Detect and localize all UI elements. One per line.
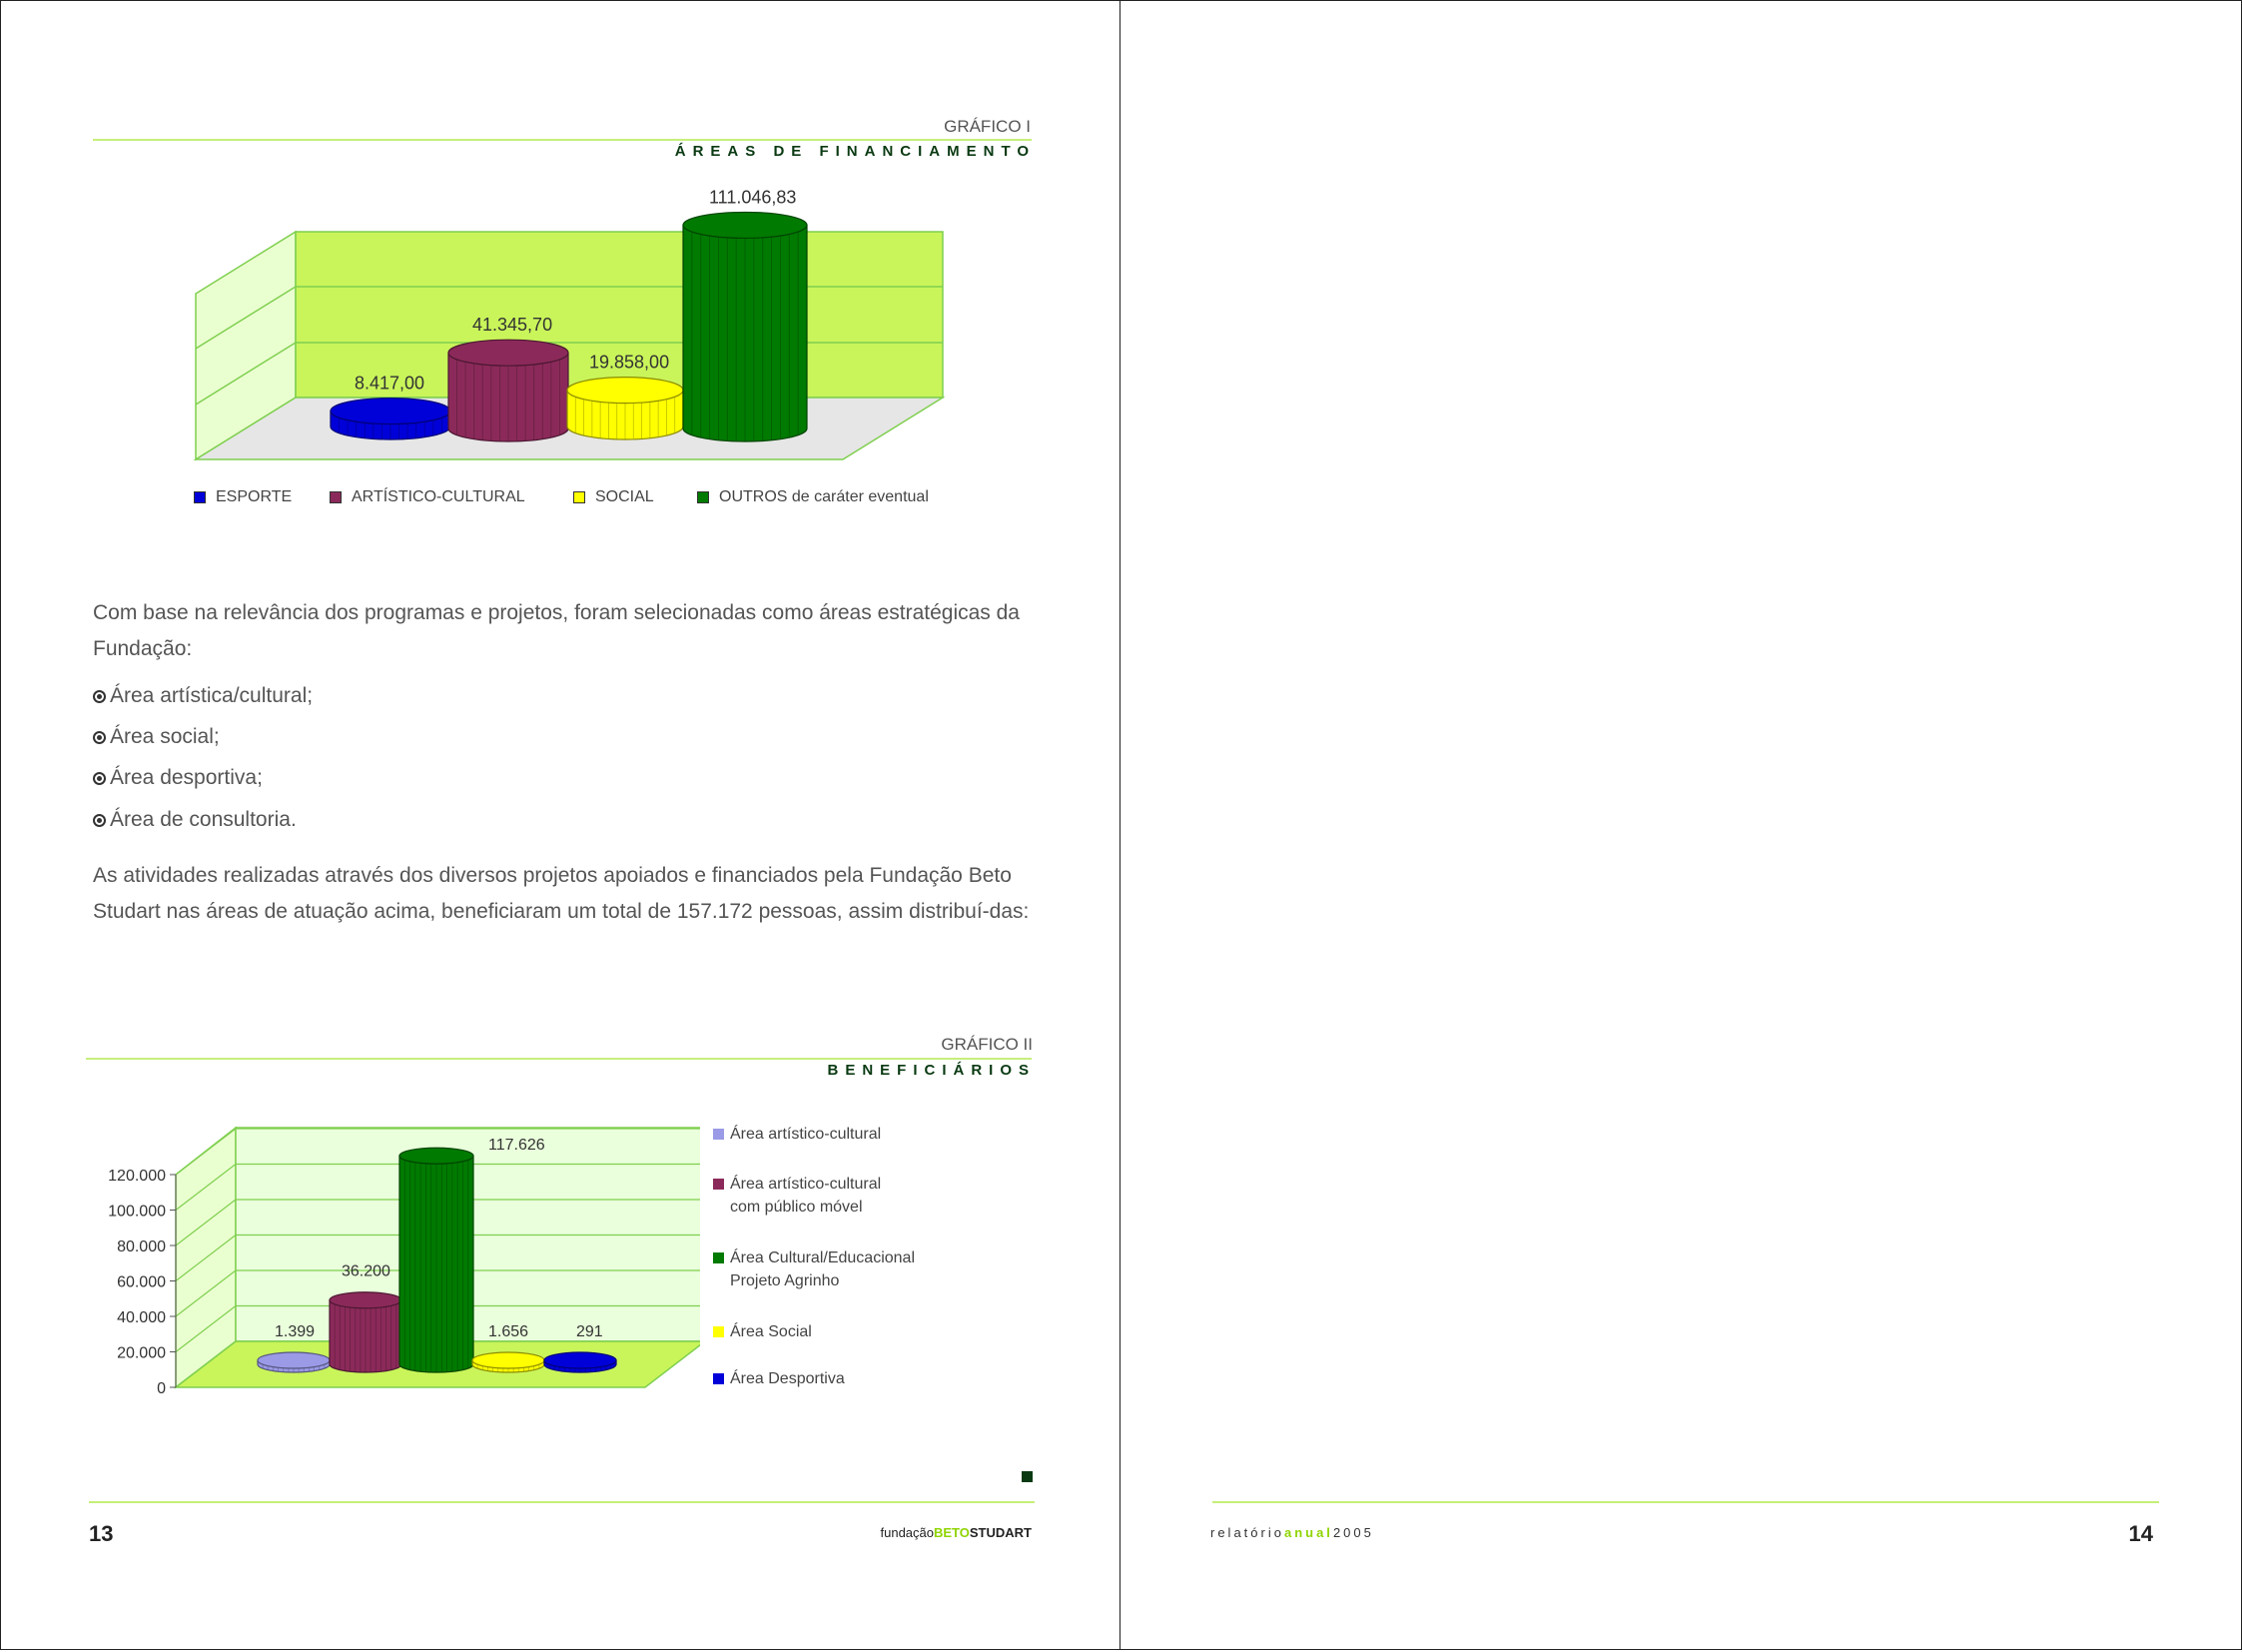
footer-rule-left (89, 1501, 1035, 1503)
radio-bullet-icon (93, 772, 106, 785)
legend-label: Área Desportiva (730, 1370, 845, 1387)
chart2-value-label: 1.656 (488, 1323, 529, 1340)
legend-swatch (713, 1373, 724, 1384)
chart2-value-label: 1.399 (275, 1323, 316, 1340)
legend-label: ARTÍSTICO-CULTURAL (352, 488, 525, 505)
bullet-item: Área desportiva; (93, 766, 263, 790)
chart1-subtitle: ÁREAS DE FINANCIAMENTO (674, 143, 1036, 160)
chart2-tick-label: 40.000 (117, 1309, 166, 1326)
chart1-financiamento (1, 1, 1121, 540)
chart1-legend-item (330, 488, 525, 506)
chart2-tick-label: 20.000 (117, 1344, 166, 1362)
legend-label: ESPORTE (216, 488, 293, 505)
legend-swatch (713, 1252, 724, 1263)
chart1-value-label: 41.345,70 (472, 315, 553, 336)
legend-label: Área Cultural/Educacional (730, 1249, 915, 1266)
chart2-tick-label: 60.000 (117, 1273, 166, 1291)
chart2-tick-label: 80.000 (117, 1239, 166, 1255)
legend-swatch (713, 1326, 724, 1337)
legend-swatch (573, 491, 585, 503)
paragraph-areas: Com base na relevância dos programas e projetos, foram selecionadas como áreas estratégicas da Fundação: (93, 601, 1020, 660)
legend-swatch (697, 491, 709, 503)
chart2-beneficiarios (1, 1100, 700, 1419)
chart1-legend-item (194, 488, 292, 506)
paragraph-beneficiaries: As atividades realizadas através dos diversos projetos apoiados e financiados pela Fundação Beto Studart nas áreas de atuação acima, beneficiaram um total de 157.172 pessoas, assim distribuí-das: (93, 864, 1030, 923)
chart2-bar (399, 1148, 473, 1372)
chart2-value-label: 36.200 (342, 1262, 390, 1280)
legend-swatch (330, 491, 342, 503)
chart2-legend-item (730, 1367, 845, 1390)
legend-swatch (713, 1129, 724, 1140)
chart1-legend-item (697, 488, 929, 506)
footer-brand: fundaçãoBETOSTUDART (880, 1525, 1032, 1540)
chart2-tick-label: 120.000 (108, 1168, 166, 1185)
legend-label: OUTROS de caráter eventual (719, 488, 929, 505)
footer-rule-right (1212, 1501, 2159, 1503)
chart1-bar (683, 212, 807, 441)
legend-label: Área Social (730, 1323, 812, 1340)
legend-label: Projeto Agrinho (730, 1272, 840, 1289)
chart1-bar (448, 340, 568, 441)
chart2-rule (86, 1058, 1032, 1060)
legend-label: SOCIAL (595, 488, 654, 505)
chart2-value-label: 117.626 (488, 1137, 545, 1154)
chart2-bar (258, 1352, 330, 1372)
chart2-legend-item (730, 1173, 881, 1219)
chart1-value-label: 111.046,83 (709, 187, 797, 208)
bullet-item: Área social; (93, 725, 220, 749)
page-number-right: 14 (2128, 1521, 2153, 1546)
end-square-icon (1022, 1471, 1033, 1482)
legend-swatch (713, 1179, 724, 1190)
chart2-tick-label: 0 (157, 1380, 166, 1397)
left-page (0, 0, 1121, 1650)
right-page (1120, 0, 2242, 1650)
chart2-value-label: 291 (576, 1323, 603, 1340)
bullet-item: Área de consultoria. (93, 808, 297, 832)
chart1-bar (331, 399, 450, 439)
chart2-bar (544, 1352, 616, 1372)
chart2-legend-item (730, 1246, 915, 1292)
chart1-value-label: 19.858,00 (589, 352, 670, 373)
radio-bullet-icon (93, 690, 106, 703)
legend-label: Área artístico-cultural (730, 1126, 882, 1143)
chart1-value-label: 8.417,00 (355, 373, 425, 394)
chart2-y-ticks (108, 1168, 176, 1397)
chart1-caption: GRÁFICO I (944, 117, 1031, 136)
chart2-legend-item (730, 1123, 881, 1146)
chart2-tick-label: 100.000 (108, 1203, 166, 1221)
chart2-bar (472, 1352, 544, 1372)
chart2-legend-item (730, 1320, 812, 1343)
legend-label: Área artístico-cultural (730, 1176, 882, 1193)
chart1-bar (567, 378, 683, 439)
chart2-subtitle: BENEFICIÁRIOS (827, 1062, 1036, 1079)
chart2-bar (330, 1292, 401, 1372)
legend-swatch (194, 491, 206, 503)
footer-report-title: relatórioanual2005 (1210, 1525, 1374, 1540)
radio-bullet-icon (93, 814, 106, 827)
bullet-item: Área artística/cultural; (93, 684, 313, 708)
page-number-left: 13 (89, 1521, 114, 1546)
chart1-legend-item (573, 488, 654, 506)
radio-bullet-icon (93, 731, 106, 744)
chart2-caption: GRÁFICO II (941, 1035, 1033, 1054)
legend-label: com público móvel (730, 1199, 863, 1216)
